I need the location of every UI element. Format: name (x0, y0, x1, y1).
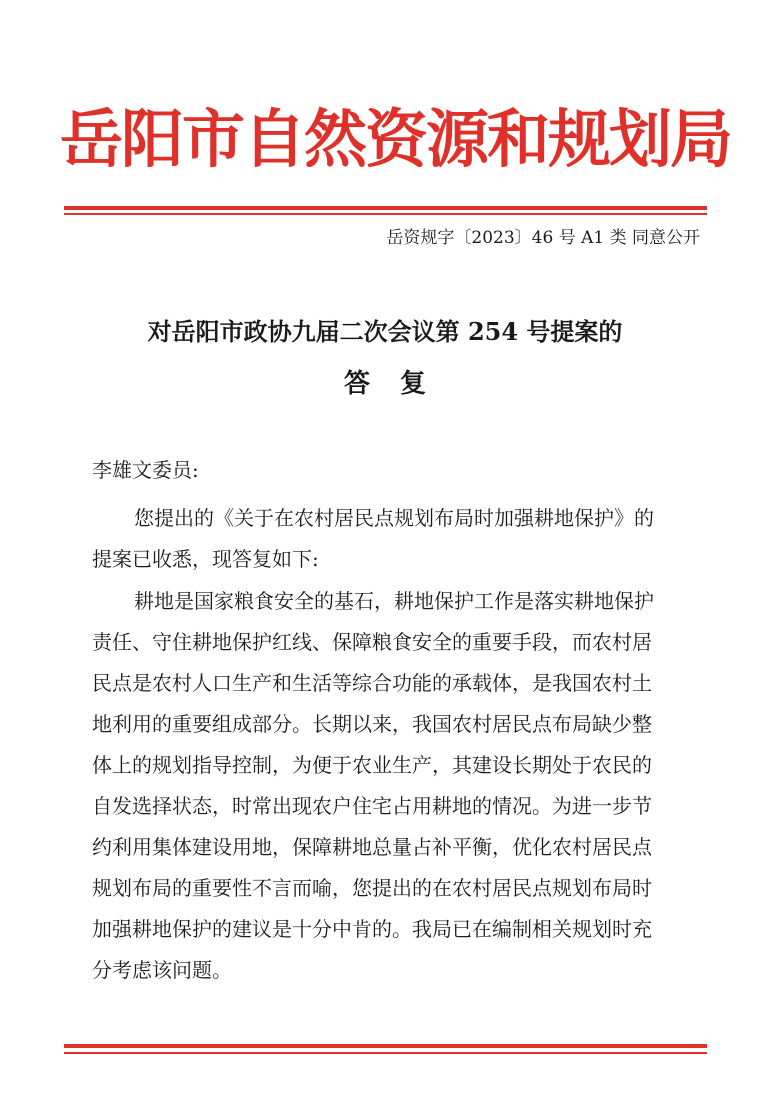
masthead-divider-thick (64, 206, 707, 210)
paragraph-line: 您提出的《关于在农村居民点规划布局时加强耕地保护》的 (134, 506, 654, 530)
paragraph-line: 地利用的重要组成部分。长期以来，我国农村居民点布局缺少整 (92, 712, 652, 736)
paragraph-line: 民点是农村人口生产和生活等综合功能的承载体，是我国农村土 (92, 671, 652, 695)
paragraph-line: 责任、守住耕地保护红线、保障粮食安全的重要手段，而农村居 (92, 630, 652, 654)
document-title: 对岳阳市政协九届二次会议第 254 号提案的 (147, 317, 623, 346)
paragraph-line: 耕地是国家粮食安全的基石，耕地保护工作是落实耕地保护 (134, 589, 654, 613)
paragraph-line: 约利用集体建设用地，保障耕地总量占补平衡，优化农村居民点 (92, 835, 652, 859)
salutation: 李雄文委员: (92, 458, 199, 482)
document-title-reply: 答复 (343, 369, 456, 399)
agency-masthead: 岳阳市自然资源和规划局 (60, 103, 731, 176)
paragraph-line: 体上的规划指导控制，为便于农业生产，其建设长期处于农民的 (92, 753, 652, 777)
paragraph-line: 规划布局的重要性不言而喻，您提出的在农村居民点规划布局时 (92, 876, 652, 900)
footer-divider-thin (64, 1052, 707, 1054)
document-number: 岳资规字〔2023〕46 号 A1 类 同意公开 (386, 228, 700, 248)
paragraph-line: 加强耕地保护的建议是十分中肯的。我局已在编制相关规划时充 (92, 917, 652, 941)
paragraph-main (92, 581, 692, 991)
paragraph-line: 提案已收悉，现答复如下: (92, 547, 319, 571)
footer-divider-thick (64, 1044, 707, 1048)
paragraph-line: 自发选择状态，时常出现农户住宅占用耕地的情况。为进一步节 (92, 794, 652, 818)
paragraph-intro (92, 498, 692, 580)
masthead-divider-thin (64, 213, 707, 215)
paragraph-line: 分考虑该问题。 (92, 958, 232, 982)
